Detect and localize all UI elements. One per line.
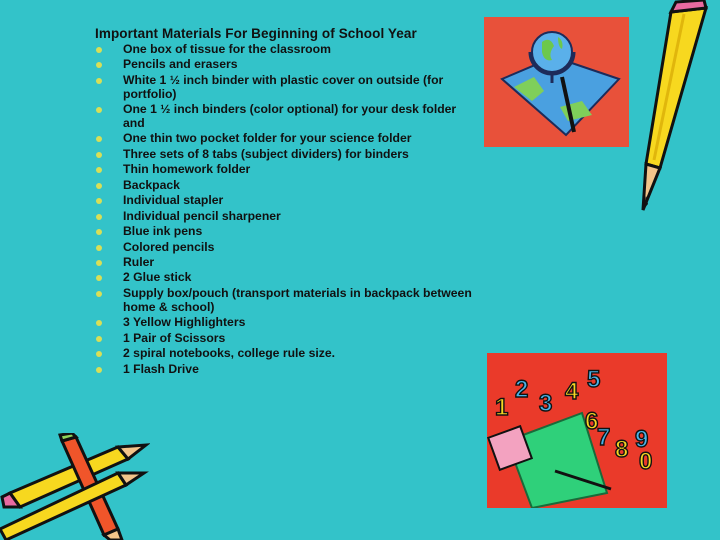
globe-icon [532,32,572,72]
list-item: 1 Pair of Scissors [96,332,476,346]
list-item: 1 Flash Drive [96,363,476,377]
list-item: 2 Glue stick [96,271,476,285]
number-tile: 1 [495,394,509,421]
bullet-icon [96,152,102,158]
pencil-icon [643,0,706,210]
list-item: Blue ink pens [96,225,476,239]
crossed-pencils-clipart [0,433,150,540]
bullet-icon [96,245,102,251]
bullet-icon [96,107,102,113]
bullet-icon [96,78,102,84]
list-item: Ruler [96,256,476,270]
number-tile: 9 [635,426,649,453]
bullet-icon [96,167,102,173]
bullet-icon [96,336,102,342]
numbers-clipart [487,353,667,508]
number-tile: 0 [639,448,653,475]
number-tile: 7 [597,424,611,451]
bullet-icon [96,214,102,220]
list-item: One thin two pocket folder for your science folder [96,132,476,146]
list-item: Backpack [96,179,476,193]
slide-title: Important Materials For Beginning of School Year [95,26,417,41]
list-item: One box of tissue for the classroom [96,43,476,57]
globe-map-clipart [484,17,629,147]
list-item: 2 spiral notebooks, college rule size. [96,347,476,361]
list-item: One 1 ½ inch binders (color optional) for your desk folder and [96,103,476,130]
bullet-icon [96,367,102,373]
bullet-icon [96,320,102,326]
number-tile: 6 [585,408,599,435]
number-tile: 3 [539,390,553,417]
list-item: 3 Yellow Highlighters [96,316,476,330]
bullet-icon [96,198,102,204]
bullet-icon [96,229,102,235]
list-item: White 1 ½ inch binder with plastic cover on outside (for portfolio) [96,74,476,101]
bullet-icon [96,260,102,266]
list-item: Individual stapler [96,194,476,208]
bullet-icon [96,136,102,142]
number-tile: 4 [565,378,579,405]
pencil-clipart [626,0,720,215]
number-tile: 5 [587,366,601,393]
number-tile: 2 [515,376,529,403]
list-item: Thin homework folder [96,163,476,177]
bullet-icon [96,291,102,297]
number-tile: 8 [615,436,629,463]
bullet-icon [96,275,102,281]
list-item: Supply box/pouch (transport materials in backpack between home & school) [96,287,476,314]
list-item: Pencils and erasers [96,58,476,72]
bullet-icon [96,351,102,357]
bullet-icon [96,47,102,53]
materials-list [96,43,476,378]
list-item: Colored pencils [96,241,476,255]
bullet-icon [96,62,102,68]
list-item: Individual pencil sharpener [96,210,476,224]
list-item: Three sets of 8 tabs (subject dividers) for binders [96,148,476,162]
bullet-icon [96,183,102,189]
